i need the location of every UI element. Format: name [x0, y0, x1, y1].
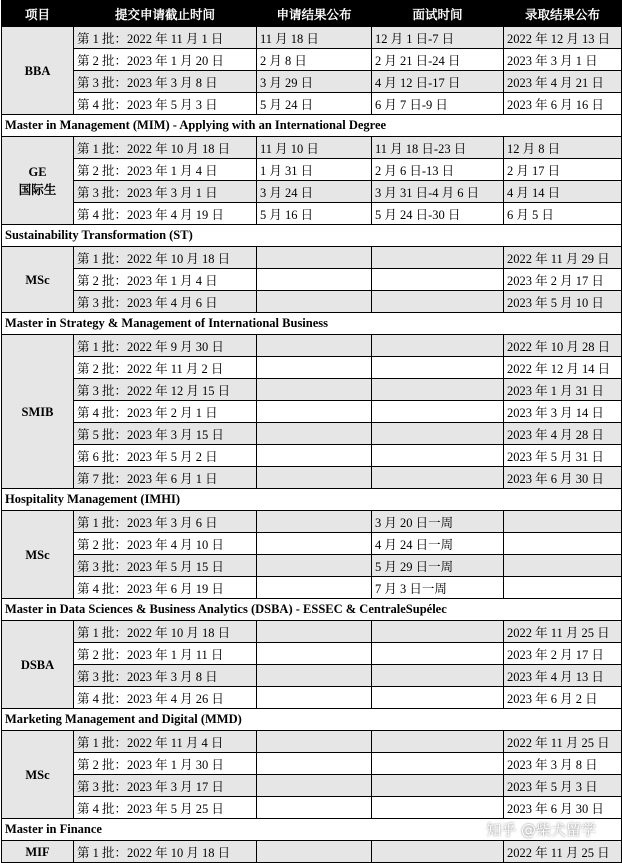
deadline-cell: 第 2 批：2022 年 11 月 2 日 — [74, 357, 257, 379]
admission-cell: 2022 年 11 月 25 日 — [504, 841, 622, 863]
result-cell — [257, 841, 372, 863]
interview-cell: 7 月 3 日一周 — [372, 577, 504, 599]
table-row — [2, 775, 622, 797]
admission-cell: 4 月 14 日 — [504, 181, 622, 203]
deadline-cell: 第 4 批：2023 年 5 月 25 日 — [74, 797, 257, 819]
interview-cell: 5 月 29 日一周 — [372, 555, 504, 577]
interview-cell — [372, 643, 504, 665]
table-row — [2, 797, 622, 819]
deadline-cell: 第 6 批：2023 年 5 月 2 日 — [74, 445, 257, 467]
interview-cell — [372, 467, 504, 489]
section-title-row — [2, 599, 622, 621]
table-row — [2, 423, 622, 445]
admission-cell: 2022 年 11 月 29 日 — [504, 247, 622, 269]
table-row — [2, 137, 622, 159]
table-row — [2, 181, 622, 203]
table-row — [2, 27, 622, 49]
table-row — [2, 643, 622, 665]
admission-cell: 2023 年 2 月 17 日 — [504, 643, 622, 665]
section-title: Hospitality Management (IMHI) — [2, 489, 622, 511]
header-row — [2, 1, 622, 27]
section-title-row — [2, 313, 622, 335]
deadline-cell: 第 1 批：2022 年 10 月 18 日 — [74, 137, 257, 159]
deadline-cell: 第 3 批：2022 年 12 月 15 日 — [74, 379, 257, 401]
deadline-cell: 第 2 批：2023 年 1 月 20 日 — [74, 49, 257, 71]
interview-cell: 6 月 7 日-9 日 — [372, 93, 504, 115]
table-row — [2, 511, 622, 533]
program-label: BBA — [25, 64, 51, 78]
deadline-cell: 第 2 批：2023 年 1 月 4 日 — [74, 269, 257, 291]
admission-cell: 2023 年 6 月 30 日 — [504, 467, 622, 489]
deadline-cell: 第 1 批：2022 年 11 月 4 日 — [74, 731, 257, 753]
program-label: MSc — [25, 548, 49, 562]
section-title: Sustainability Transformation (ST) — [2, 225, 622, 247]
interview-cell — [372, 621, 504, 643]
program-cell — [2, 621, 74, 709]
admission-cell: 2023 年 6 月 30 日 — [504, 797, 622, 819]
result-cell — [257, 577, 372, 599]
admission-cell: 2023 年 5 月 10 日 — [504, 291, 622, 313]
result-cell: 5 月 16 日 — [257, 203, 372, 225]
program-label: DSBA — [21, 658, 54, 672]
result-cell — [257, 401, 372, 423]
interview-cell — [372, 335, 504, 357]
result-cell — [257, 555, 372, 577]
deadline-cell: 第 1 批：2022 年 10 月 18 日 — [74, 247, 257, 269]
interview-cell — [372, 247, 504, 269]
result-cell — [257, 665, 372, 687]
admission-cell: 2023 年 3 月 14 日 — [504, 401, 622, 423]
result-cell — [257, 511, 372, 533]
interview-cell: 5 月 24 日-30 日 — [372, 203, 504, 225]
result-cell — [257, 753, 372, 775]
program-label: GE — [28, 165, 46, 179]
interview-cell: 11 月 18 日-23 日 — [372, 137, 504, 159]
table-row — [2, 555, 622, 577]
program-label: SMIB — [22, 405, 54, 419]
interview-cell — [372, 401, 504, 423]
section-title: Marketing Management and Digital (MMD) — [2, 709, 622, 731]
admission-cell: 6 月 5 日 — [504, 203, 622, 225]
table-row — [2, 533, 622, 555]
table-body — [2, 27, 622, 863]
result-cell — [257, 621, 372, 643]
header-result: 申请结果公布 — [257, 1, 372, 27]
admission-cell: 12 月 8 日 — [504, 137, 622, 159]
admission-cell: 2022 年 11 月 25 日 — [504, 731, 622, 753]
result-cell — [257, 445, 372, 467]
result-cell: 3 月 24 日 — [257, 181, 372, 203]
admission-cell: 2023 年 4 月 28 日 — [504, 423, 622, 445]
table-row — [2, 621, 622, 643]
deadline-cell: 第 3 批：2023 年 3 月 1 日 — [74, 181, 257, 203]
program-cell — [2, 137, 74, 225]
table-row — [2, 665, 622, 687]
table-row — [2, 379, 622, 401]
result-cell — [257, 731, 372, 753]
table-row — [2, 401, 622, 423]
deadline-cell: 第 1 批：2022 年 9 月 30 日 — [74, 335, 257, 357]
interview-cell — [372, 291, 504, 313]
watermark-text: 知乎 @柴犬留学 — [486, 819, 596, 840]
section-title-row — [2, 489, 622, 511]
deadline-cell: 第 4 批：2023 年 6 月 19 日 — [74, 577, 257, 599]
result-cell — [257, 269, 372, 291]
header-interview: 面试时间 — [372, 1, 504, 27]
result-cell — [257, 775, 372, 797]
result-cell — [257, 247, 372, 269]
admission-cell: 2022 年 12 月 14 日 — [504, 357, 622, 379]
table-row — [2, 269, 622, 291]
program-label: MSc — [25, 768, 49, 782]
table-row — [2, 687, 622, 709]
table-row — [2, 335, 622, 357]
interview-cell: 3 月 20 日一周 — [372, 511, 504, 533]
program-cell — [2, 731, 74, 819]
table-row — [2, 577, 622, 599]
deadline-cell: 第 4 批：2023 年 4 月 26 日 — [74, 687, 257, 709]
result-cell: 5 月 24 日 — [257, 93, 372, 115]
result-cell: 1 月 31 日 — [257, 159, 372, 181]
section-title: Master in Management (MIM) - Applying with an International Degree — [2, 115, 622, 137]
admission-cell: 2023 年 1 月 31 日 — [504, 379, 622, 401]
header-program: 项目 — [2, 1, 74, 27]
interview-cell — [372, 379, 504, 401]
program-label: MSc — [25, 273, 49, 287]
header-deadline: 提交申请截止时间 — [74, 1, 257, 27]
deadline-cell: 第 5 批：2023 年 3 月 15 日 — [74, 423, 257, 445]
result-cell — [257, 423, 372, 445]
deadline-cell: 第 3 批：2023 年 3 月 17 日 — [74, 775, 257, 797]
admission-cell — [504, 577, 622, 599]
admission-cell: 2023 年 2 月 17 日 — [504, 269, 622, 291]
admission-cell — [504, 533, 622, 555]
interview-cell: 2 月 6 日-13 日 — [372, 159, 504, 181]
deadline-cell: 第 2 批：2023 年 4 月 10 日 — [74, 533, 257, 555]
admission-cell: 2022 年 12 月 13 日 — [504, 27, 622, 49]
admission-cell — [504, 511, 622, 533]
admission-cell: 2023 年 5 月 3 日 — [504, 775, 622, 797]
interview-cell — [372, 357, 504, 379]
table-row — [2, 93, 622, 115]
deadline-cell: 第 4 批：2023 年 4 月 19 日 — [74, 203, 257, 225]
program-label: MIF — [25, 845, 49, 859]
deadline-cell: 第 2 批：2023 年 1 月 4 日 — [74, 159, 257, 181]
admission-cell: 2022 年 11 月 25 日 — [504, 621, 622, 643]
deadline-cell: 第 3 批：2023 年 3 月 8 日 — [74, 71, 257, 93]
program-cell — [2, 27, 74, 115]
interview-cell — [372, 841, 504, 863]
result-cell — [257, 291, 372, 313]
section-title: Master in Data Sciences & Business Analytics (DSBA) - ESSEC & CentraleSupélec — [2, 599, 622, 621]
interview-cell — [372, 687, 504, 709]
result-cell — [257, 643, 372, 665]
interview-cell: 4 月 24 日一周 — [372, 533, 504, 555]
admission-cell: 2022 年 10 月 28 日 — [504, 335, 622, 357]
admission-cell: 2023 年 4 月 13 日 — [504, 665, 622, 687]
header-admission: 录取结果公布 — [504, 1, 622, 27]
deadline-cell: 第 2 批：2023 年 1 月 30 日 — [74, 753, 257, 775]
interview-cell — [372, 797, 504, 819]
table-row — [2, 247, 622, 269]
result-cell: 11 月 10 日 — [257, 137, 372, 159]
deadline-cell: 第 3 批：2023 年 5 月 15 日 — [74, 555, 257, 577]
program-cell — [2, 841, 74, 863]
section-title: Master in Finance — [2, 819, 622, 841]
program-cell — [2, 247, 74, 313]
admission-cell: 2023 年 3 月 1 日 — [504, 49, 622, 71]
result-cell — [257, 357, 372, 379]
program-cell — [2, 335, 74, 489]
interview-cell — [372, 269, 504, 291]
table-row — [2, 841, 622, 863]
table-row — [2, 49, 622, 71]
program-label: 国际生 — [19, 183, 57, 197]
interview-cell — [372, 665, 504, 687]
admission-cell — [504, 555, 622, 577]
interview-cell: 3 月 31 日-4 月 6 日 — [372, 181, 504, 203]
admission-cell: 2023 年 6 月 16 日 — [504, 93, 622, 115]
admissions-table — [1, 0, 622, 863]
table-row — [2, 159, 622, 181]
result-cell — [257, 533, 372, 555]
section-title: Master in Strategy & Management of International Business — [2, 313, 622, 335]
result-cell — [257, 797, 372, 819]
interview-cell — [372, 753, 504, 775]
admission-cell: 2023 年 3 月 8 日 — [504, 753, 622, 775]
admission-cell: 2023 年 6 月 2 日 — [504, 687, 622, 709]
table-row — [2, 291, 622, 313]
deadline-cell: 第 7 批：2023 年 6 月 1 日 — [74, 467, 257, 489]
deadline-cell: 第 4 批：2023 年 2 月 1 日 — [74, 401, 257, 423]
section-title-row — [2, 709, 622, 731]
deadline-cell: 第 3 批：2023 年 4 月 6 日 — [74, 291, 257, 313]
result-cell: 3 月 29 日 — [257, 71, 372, 93]
interview-cell — [372, 775, 504, 797]
result-cell: 2 月 8 日 — [257, 49, 372, 71]
admission-cell: 2023 年 4 月 21 日 — [504, 71, 622, 93]
result-cell — [257, 335, 372, 357]
deadline-cell: 第 1 批：2022 年 10 月 18 日 — [74, 841, 257, 863]
interview-cell: 2 月 21 日-24 日 — [372, 49, 504, 71]
deadline-cell: 第 4 批：2023 年 5 月 3 日 — [74, 93, 257, 115]
interview-cell — [372, 731, 504, 753]
table-row — [2, 445, 622, 467]
table-row — [2, 203, 622, 225]
deadline-cell: 第 1 批：2022 年 11 月 1 日 — [74, 27, 257, 49]
result-cell — [257, 687, 372, 709]
section-title-row — [2, 115, 622, 137]
table-row — [2, 753, 622, 775]
result-cell — [257, 379, 372, 401]
deadline-cell: 第 2 批：2023 年 1 月 11 日 — [74, 643, 257, 665]
deadline-cell: 第 3 批：2023 年 3 月 8 日 — [74, 665, 257, 687]
program-cell — [2, 511, 74, 599]
interview-cell: 12 月 1 日-7 日 — [372, 27, 504, 49]
interview-cell: 4 月 12 日-17 日 — [372, 71, 504, 93]
result-cell: 11 月 18 日 — [257, 27, 372, 49]
table-row — [2, 731, 622, 753]
admission-cell: 2 月 17 日 — [504, 159, 622, 181]
section-title-row — [2, 225, 622, 247]
table-row — [2, 357, 622, 379]
table-row — [2, 467, 622, 489]
interview-cell — [372, 445, 504, 467]
table-row — [2, 71, 622, 93]
deadline-cell: 第 1 批：2022 年 10 月 18 日 — [74, 621, 257, 643]
result-cell — [257, 467, 372, 489]
deadline-cell: 第 1 批：2023 年 3 月 6 日 — [74, 511, 257, 533]
interview-cell — [372, 423, 504, 445]
admission-cell: 2023 年 5 月 31 日 — [504, 445, 622, 467]
